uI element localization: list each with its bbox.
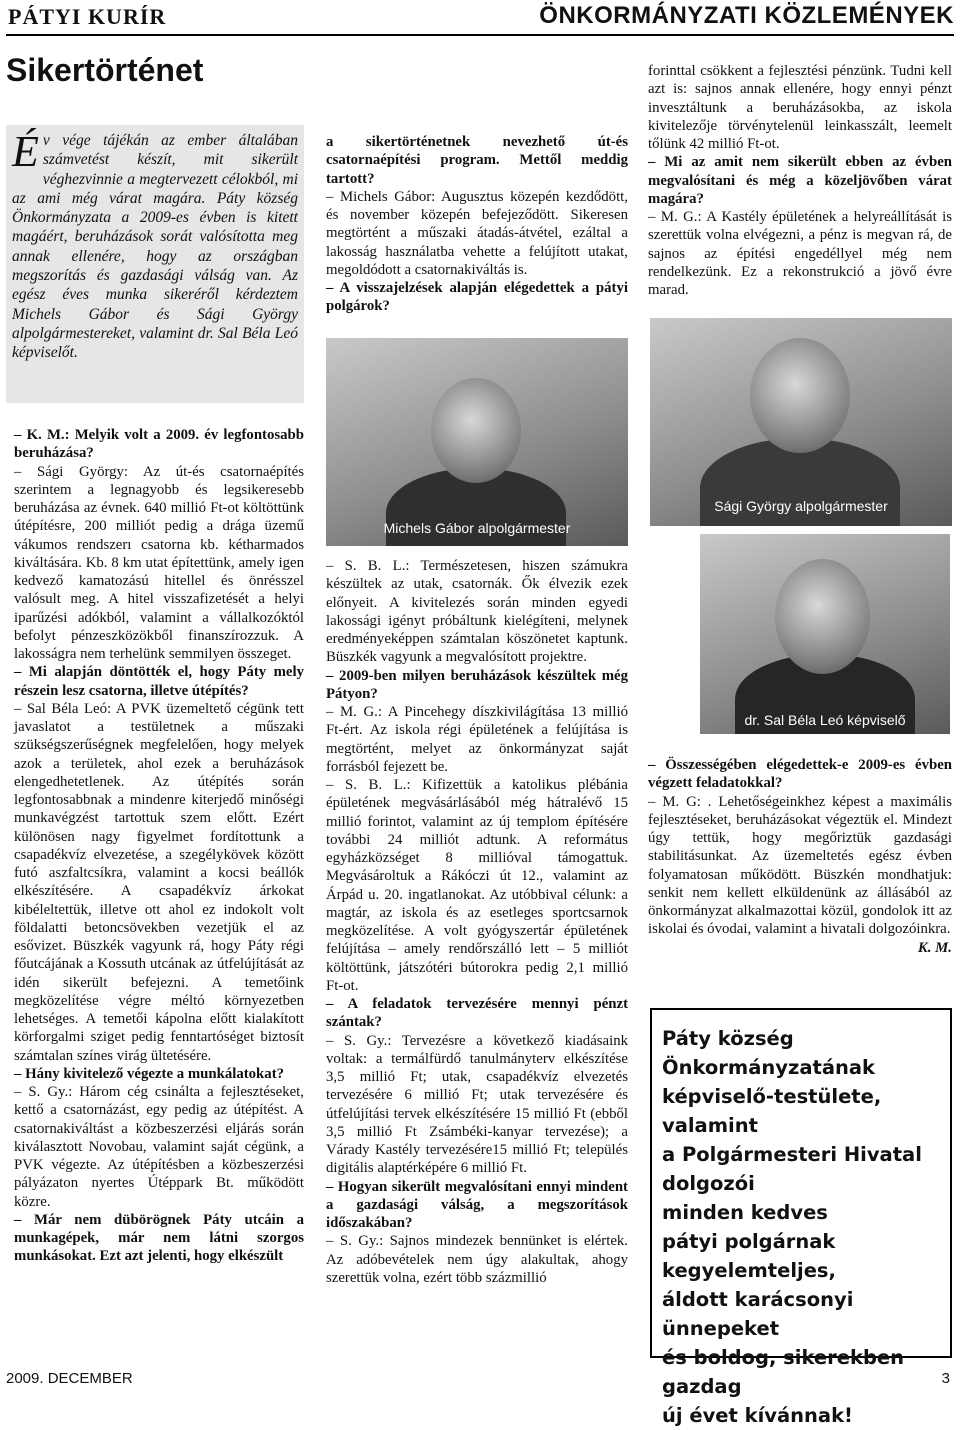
interview-question: – Mi alapján döntötték el, hogy Páty mely részein lesz csatorna, illetve útépítés? (14, 664, 304, 699)
column-3-bottom (648, 756, 952, 957)
greeting-line: képviselő-testülete, (662, 1085, 882, 1108)
column-1 (14, 426, 304, 1266)
interview-answer: – Sal Béla Leó: A PVK üzemeltető cégünk tett javaslatot a testületnek a műszaki szükségszerűségnek megfelelően, hogy melyek azok a területek, ahol ezek a beruházások elengedhetetlenek. Az útépítés során legfontosabbnak a mindenre kiterjedő minőségi munkavégzést tartottuk szem előtt. Ezért különösen nagy figyelmet fordítottunk a csapadékvíz elvezetése, a szegélykövek között futó aszfaltcsíkra, valamint a kocsi beállók elkészítésére. A csapadékvíz árkokat kibéleltettük, illetve ott ahol ez indokolt volt földalatti betoncsövekben vezetjük el az esővizet. Büszkék vagyunk rá, hogy Páty régi főutcájának a Kossuth utcának az útfelújítását az idén sikerült befejezni. A temetőink megközelítése végre méltó környezetben lehetséges. A temetői kápolna előtt kialakított körforgalmi sziget pedig fenntartóséget biztosít számtalan színes virág ültetésére. (14, 700, 304, 1064)
interview-question: – Hogyan sikerült megvalósítani ennyi mindent a gazdasági válság, a megszorítások időszakában? (326, 1178, 628, 1231)
greeting-line: minden kedves (662, 1201, 828, 1224)
interview-answer: – S. B. L.: Természetesen, hiszen számukra készültek az utak, csatornák. Ők élvezik ezek előnyeit. A kivitelezés során minden egyedi lakossági igényt próbáltunk kielégíteni, melynek eredményeképpen számtalan köszönetet kaptunk. Büszkék vagyunk a megvalósított projektre. (326, 558, 628, 666)
publication-name: PÁTYI KURÍR (8, 4, 167, 29)
article-lead (6, 125, 304, 403)
interview-answer: – M. G: . Lehetőségeinkhez képest a maximális fejlesztéseket, beruházásokat végeztük el. Mindezt úgy tettük, hogy megőriztük gazdasági stabilitásunkat. Az üzemeltetés egész évben folyamatosan működött. Büszkén mondhatjuk: senkit nem kellett elküldenünk az állásából az önkormányzat alkalmazottai közül, gondolok itt az iskolai és óvodai, valamint a hivatali dolgozóinkra. (648, 793, 952, 938)
photo-face (431, 378, 521, 483)
photo-face (775, 559, 870, 674)
photo-face (750, 338, 850, 453)
interview-answer: – M. G.: A Kastély épületének a helyreállítását is szerettük volna elvégezni, a pénz is megvan rá, de sajnos az építési engedéllyel még nem rendelkezünk. Ez a rekonstrukció a jövő évre marad. (648, 209, 952, 298)
header-rule (6, 34, 954, 36)
lead-text: v vége tájékán az ember általában számvetést készít, mit sikerült véghezvinnie a megtervezett célokból, mi az ami még várat magára. Páty község Önkormányzata a 2009-es évben is kitett magáért, beruházások sorát valósította meg annak ellenére, hogy az országban megszorítás és gazdasági válság van. Az egész éves munka sikeréről kérdeztem Michels Gábor és Sági György alpolgármestereket, valamint dr. Sal Béla Leó képviselőt. (12, 132, 298, 362)
interview-answer: – Michels Gábor: Augusztus közepén kezdődött, és november közepén befejeződött. Sikeresen megtörtént a műszaki átadás-átvétel, ezáltal a lakosság használatba vehette a felújított utakat, megoldódott a csatornakiváltás is. (326, 188, 628, 278)
page-number: 3 (941, 1370, 950, 1387)
article-title: Sikertörténet (6, 52, 204, 88)
interview-answer: – M. G.: A Pincehegy díszkivilágítása 13 millió Ft-ért. Az iskola régi épületének a felújítása is megtörtént, melyet az önkormányzat saját forrásból fejezett be. (326, 704, 628, 775)
christmas-greeting-box (650, 1008, 952, 1427)
interview-question: – 2009-ben milyen beruházások készültek még Pátyon? (326, 667, 628, 702)
interview-answer: – S. Gy.: Tervezésre a következő kiadásaink voltak: a termálfürdő tanulmányterv elkészítése 3,5 millió Ft; utak, csapadékvíz elvezetés tervezésére 6 millió Ft; utak tervezésére és útfelújítási tervek elkészítésére 15 millió Ft (ebből 3,5 millió Ft Zsámbéki-kanyar tervezése); a Várady Kastély tervezésére15 millió Ft; település digitális alaptérképére 6 millió Ft. (326, 1032, 628, 1177)
column-2-bottom (326, 557, 628, 1287)
greeting-line: és boldog, sikerekben gazdag (662, 1346, 905, 1398)
photo-caption-michels: Michels Gábor alpolgármester (383, 520, 571, 536)
photo-caption-sagi: Sági György alpolgármester (714, 498, 888, 514)
interview-answer: – S. Gy.: Sajnos mindezek bennünket is elértek. Az adóbevételek nem úgy alakultak, ahogy szerettük volna, ezért több százmillió (326, 1233, 628, 1286)
greeting-line: Önkormányzatának (662, 1056, 875, 1079)
interview-answer: – S. B. L.: Kifizettük a katolikus plébánia épületének megvásárlásából még hátralévő 15 millió forintot, valamint az új templom építésére további 24 milliót adtunk. A református egyházközséget 8 millióval támogattuk. Megvásároltuk a Rákóczi út 12., valamint az Árpád u. 20. ingatlanokat. Az utóbbival célunk: a magtár, az iskola és az esetleges sportcsarnok megközelítése. A volt gyógyszertár épületének felújítása – amely rendőrszálló lett – 5 milliót költöttünk, játszótéri bútorokra pedig 2,1 millió Ft-ot. (326, 777, 628, 994)
interview-question: – Összességében elégedettek-e 2009-es évben végzett feladatokkal? (648, 757, 952, 792)
issue-date: 2009. DECEMBER (6, 1370, 133, 1387)
greeting-line: a Polgármesteri Hivatal dolgozói (662, 1143, 922, 1195)
interview-question: – A feladatok tervezésére mennyi pénzt szántak? (326, 996, 628, 1031)
greeting-line: Páty község (662, 1027, 794, 1050)
greeting-line: új évet kívánnak! (662, 1404, 853, 1427)
photo-caption-sal: dr. Sal Béla Leó képviselő (744, 712, 906, 728)
photo-michels (326, 338, 628, 546)
interview-question: – Mi az amit nem sikerült ebben az évben megvalósítani és még a közeljövőben várat magára? (648, 154, 952, 207)
interview-answer: – S. Gy.: Három cég csinálta a fejlesztéseket, kettő a csatornázást, egy pedig az útépítést. A csatornakiváltást a közbeszerzési eljárás során kiválasztott Novobau, valamint saját cégünk, a PVK végezte. Az útépítésben a közbeszerzési pályázaton nyertes Útéppark Bt. működött közre. (14, 1084, 304, 1210)
column-2-top (326, 133, 628, 316)
article-signoff: K. M. (917, 939, 952, 956)
greeting-line: valamint (662, 1114, 758, 1137)
interview-question: – K. M.: Melyik volt a 2009. év legfontosabb beruházása? (14, 427, 304, 462)
column-3-top (648, 62, 952, 299)
interview-answer: forinttal csökkent a fejlesztési pénzünk. Tudni kell azt is: sajnos annak ellenére, hogy ennyi pénzt invesztáltunk a beruházásokba, az iskola kivitelezője törvénytelenül leinkasszált, leemelt tőlünk 42 millió Ft-ot. (648, 63, 952, 152)
photo-sal (700, 534, 950, 734)
interview-question: a sikertörténetnek nevezhető út-és csatornaépítési program. Mettől meddig tartott? (326, 134, 628, 187)
interview-question: – Hány kivitelező végezte a munkálatokat? (14, 1065, 285, 1082)
section-title: ÖNKORMÁNYZATI KÖZLEMÉNYEK (539, 2, 954, 29)
interview-question: – Már nem dübörögnek Páty utcáin a munkagépek, már nem látni szorgos munkásokat. Ezt azt jelenti, hogy elkészült (14, 1211, 304, 1265)
greeting-line: pátyi polgárnak kegyelemteljes, (662, 1230, 836, 1282)
greeting-line: áldott karácsonyi ünnepeket (662, 1288, 854, 1340)
interview-answer: – Sági György: Az út-és csatornaépítés szerintem a legnagyobb és legsikeresebb beruházása az évnek. 640 millió Ft-ot költöttünk útépítésre, 200 milliót pedig a drága üzemű vákumos rendszerı csatorna kb. kétharmados kiváltására. Kb. 8 km utat építettünk, amely igen kedvező kamatozású hitellel és önrésszel valósult meg. A hitel visszafizetését a helyi iparűzési adókból, valamint a vállalkozóktól befolyt pénzeszközökből finanszírozzuk. A lakosságra nem terhelünk semmilyen összeget. (14, 463, 304, 662)
interview-question: – A visszajelzések alapján elégedettek a pátyi polgárok? (326, 280, 628, 315)
photo-sagi (650, 318, 952, 526)
lead-dropcap: É (12, 127, 39, 176)
